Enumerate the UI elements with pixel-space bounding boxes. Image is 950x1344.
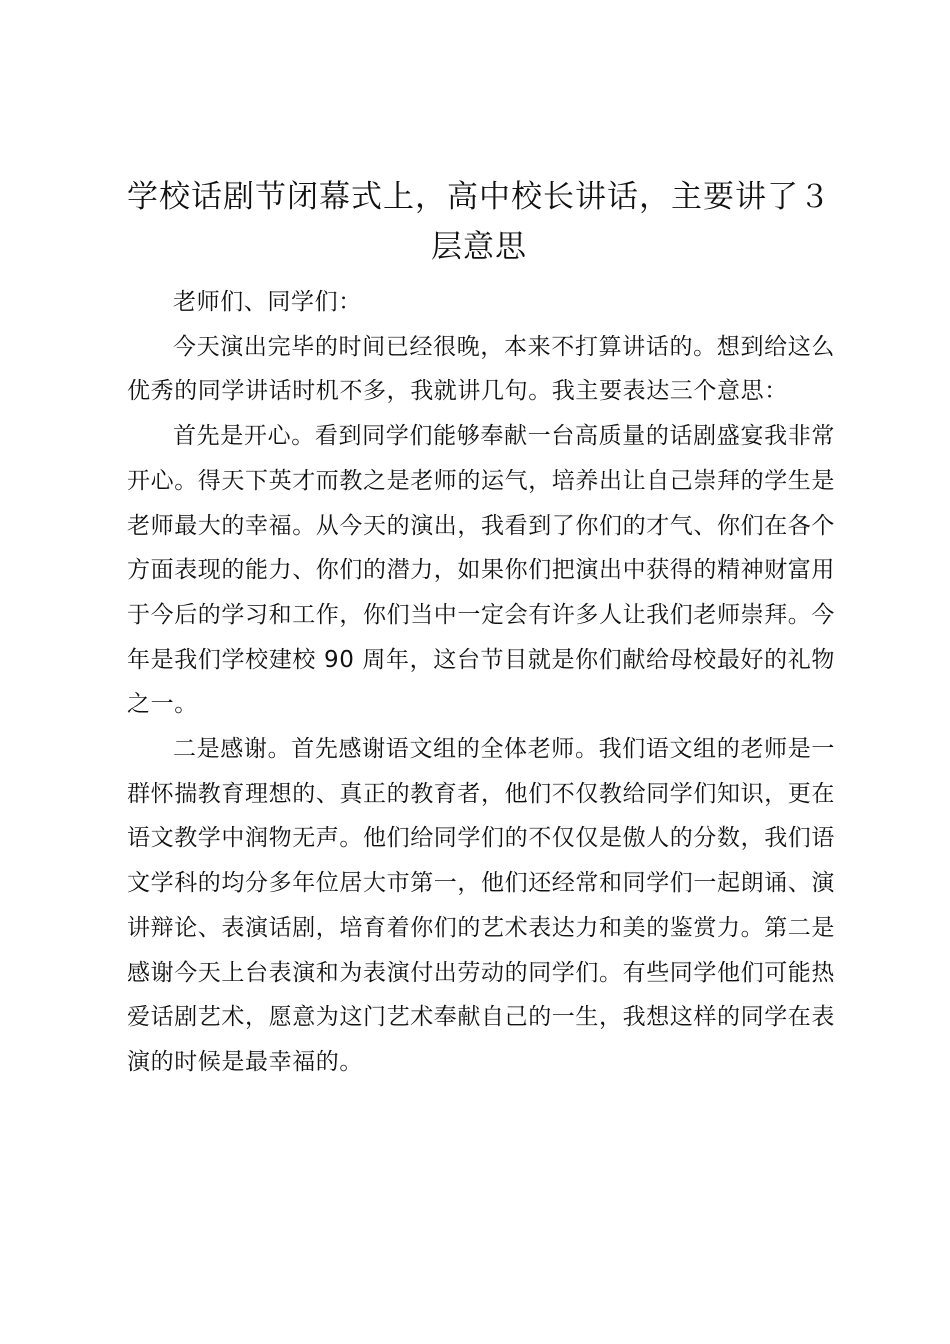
document-body bbox=[127, 280, 835, 1085]
salutation-paragraph: 老师们、同学们： bbox=[173, 289, 362, 315]
first-point-paragraph: 首先是开心。看到同学们能够奉献一台高质量的话剧盛宴我非常开心。得天下英才而教之是老师的运气，培养出让自己崇拜的学生是老师最大的幸福。从今天的演出，我看到了你们的才气、你们在各个方面表现的能力、你们的潜力，如果你们把演出中获得的精神财富用于今后的学习和工作，你们当中一定会有许多人让我们老师崇拜。今年是我们学校建校 90 周年，这台节目就是你们献给母校最好的礼物之一。 bbox=[127, 423, 835, 718]
intro-paragraph: 今天演出完毕的时间已经很晚，本来不打算讲话的。想到给这么优秀的同学讲话时机不多，我就讲几句。我主要表达三个意思： bbox=[127, 333, 835, 405]
second-point-paragraph: 二是感谢。首先感谢语文组的全体老师。我们语文组的老师是一群怀揣教育理想的、真正的教育者，他们不仅教给同学们知识，更在语文教学中润物无声。他们给同学们的不仅仅是傲人的分数，我们语文学科的均分多年位居大市第一，他们还经常和同学们一起朗诵、演讲辩论、表演话剧，培育着你们的艺术表达力和美的鉴赏力。第二是感谢今天上台表演和为表演付出劳动的同学们。有些同学他们可能热爱话剧艺术，愿意为这门艺术奉献自己的一生，我想这样的同学在表演的时候是最幸福的。 bbox=[127, 736, 835, 1075]
document-title: 学校话剧节闭幕式上，高中校长讲话，主要讲了３层意思 bbox=[127, 179, 831, 265]
